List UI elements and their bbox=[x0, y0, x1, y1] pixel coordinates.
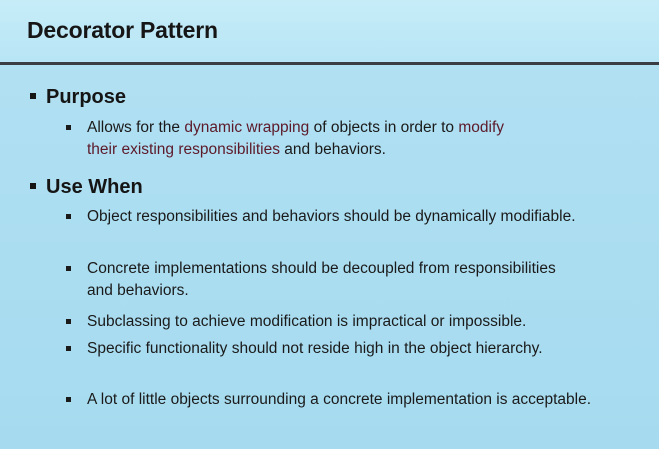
purpose-highlight-responsibilities: their existing responsibilities bbox=[87, 141, 280, 158]
use-when-item-text: Object responsibilities and behaviors should be dynamically modifiable. bbox=[87, 208, 576, 225]
sub-bullet-icon bbox=[66, 346, 71, 351]
use-when-item-text: A lot of little objects surrounding a concrete implementation is acceptable. bbox=[87, 391, 592, 408]
use-when-item bbox=[66, 258, 626, 302]
use-when-item-text: Concrete implementations should be decoupled from responsibilities and behaviors. bbox=[87, 260, 556, 299]
bullet-icon bbox=[30, 183, 36, 189]
section-heading-label: Purpose bbox=[46, 86, 127, 108]
sub-bullet-icon bbox=[66, 214, 71, 219]
section-heading-purpose bbox=[30, 86, 126, 109]
sub-bullet-icon bbox=[66, 125, 71, 130]
section-heading-use-when bbox=[30, 176, 143, 199]
use-when-item bbox=[66, 206, 626, 228]
purpose-text-part: Allows for the bbox=[87, 119, 185, 136]
use-when-item bbox=[66, 338, 626, 360]
purpose-text-part: and behaviors. bbox=[279, 141, 386, 158]
purpose-highlight-modify: modify bbox=[458, 119, 505, 136]
use-when-item bbox=[66, 389, 626, 411]
use-when-item bbox=[66, 311, 626, 333]
use-when-item-text: Specific functionality should not reside high in the object hierarchy. bbox=[87, 340, 543, 357]
purpose-highlight-dynamic-wrapping: dynamic wrapping bbox=[184, 119, 310, 136]
purpose-text bbox=[87, 117, 626, 161]
purpose-item bbox=[66, 117, 626, 161]
sub-bullet-icon bbox=[66, 397, 71, 402]
slide-title: Decorator Pattern bbox=[27, 17, 218, 43]
sub-bullet-icon bbox=[66, 319, 71, 324]
use-when-item-text: Subclassing to achieve modification is impractical or impossible. bbox=[87, 313, 527, 330]
purpose-text-part: of objects in order to bbox=[309, 119, 459, 136]
section-heading-label: Use When bbox=[46, 176, 143, 198]
bullet-icon bbox=[30, 93, 36, 99]
sub-bullet-icon bbox=[66, 266, 71, 271]
